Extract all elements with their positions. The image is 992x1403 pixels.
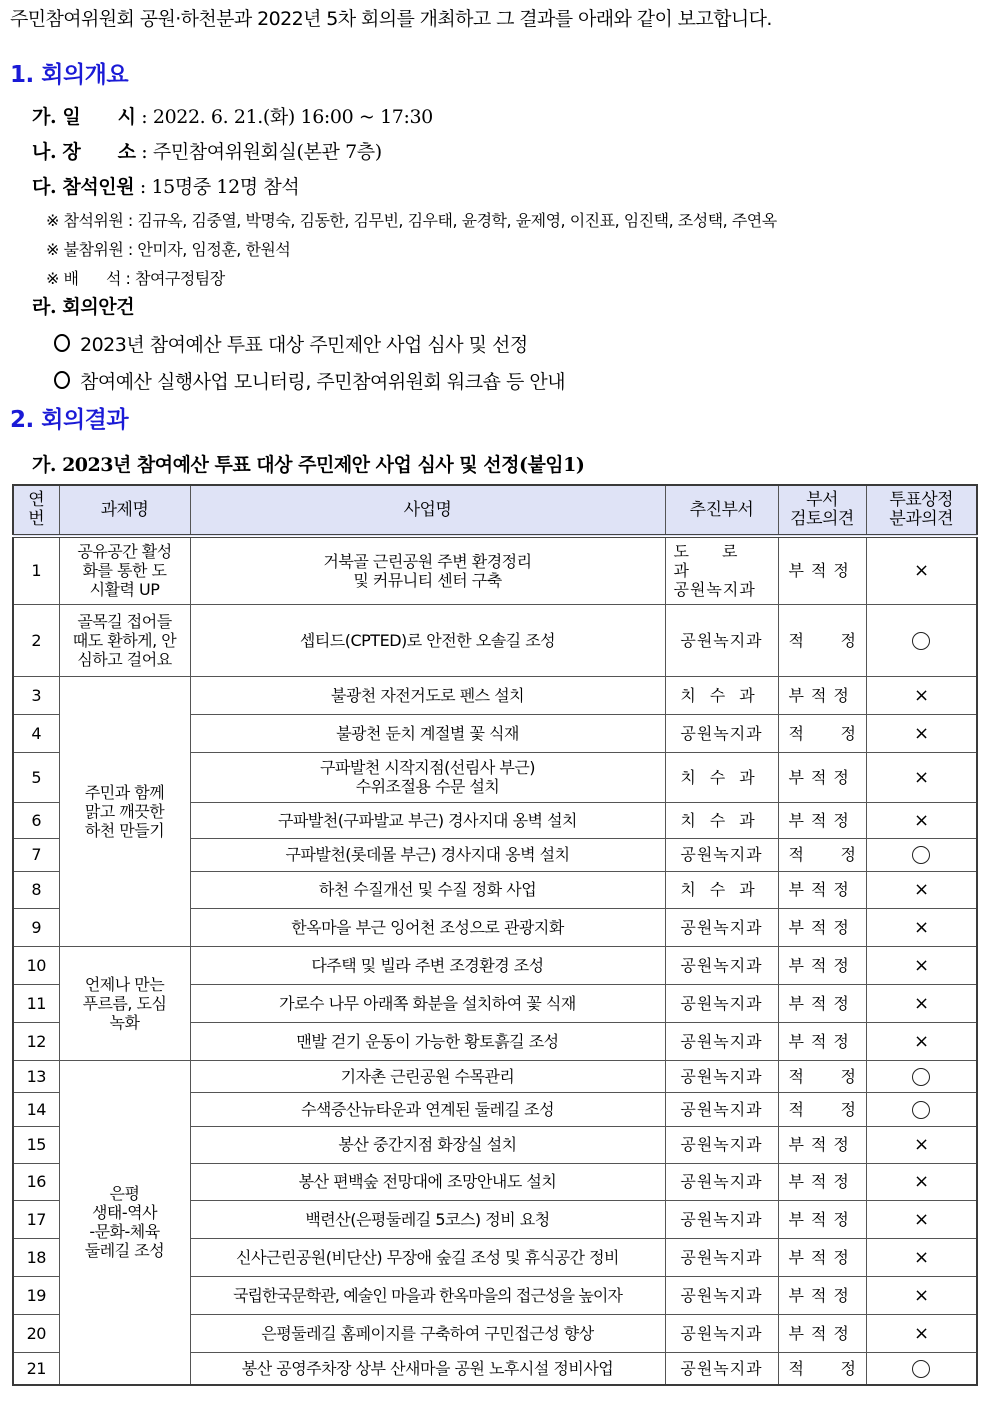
review: 부적정 [778,1314,866,1352]
biz-name: 신사근린공원(비단산) 무장애 숲길 조성 및 휴식공간 정비 [190,1238,665,1276]
vote [866,1092,977,1126]
vote [866,1238,977,1276]
vote [866,1060,977,1092]
overview-attendance [32,172,299,199]
place-value: : 주민참여위원회실(본관 7층) [141,141,382,163]
circle-mark-icon [912,1068,930,1086]
header-vote: 투표상정 분과의견 [866,485,977,536]
review: 적 정 [778,1352,866,1385]
biz-name: 은평둘레길 홈페이지를 구축하여 구민접근성 향상 [190,1314,665,1352]
task-group-4: 언제나 만는 푸르름, 도심 녹화 [59,946,190,1060]
vote [866,871,977,908]
x-mark-icon: × [913,1246,929,1268]
biz-name: 불광천 자전거도로 펜스 설치 [190,676,665,714]
agenda-label [32,292,134,319]
header-biz: 사업명 [190,485,665,536]
task-group-3: 주민과 함께 맑고 깨끗한 하천 만들기 [59,676,190,946]
vote [866,676,977,714]
row-no: 7 [13,838,59,871]
agenda-item-text: 2023년 참여예산 투표 대상 주민제안 사업 심사 및 선정 [80,334,528,356]
biz-name: 하천 수질개선 및 수질 정화 사업 [190,871,665,908]
x-mark-icon: × [913,879,929,900]
dept: 공원녹지과 [665,1092,778,1126]
row-no: 10 [13,946,59,984]
vote [866,1126,977,1163]
x-mark-icon: × [913,992,929,1014]
row-no: 16 [13,1163,59,1200]
x-mark-icon: × [913,560,929,582]
review: 적 정 [778,1060,866,1092]
review: 부적정 [778,536,866,604]
attendance-value: : 15명중 12명 참석 [139,176,300,198]
circle-mark-icon [912,1101,930,1119]
vote [866,908,977,946]
row-no: 6 [13,802,59,838]
intro-text: 주민참여위원회 공원·하천분과 2022년 5차 회의를 개최하고 그 결과를 아래와 같이 보고합니다. [10,8,772,30]
dept: 공원녹지과 [665,946,778,984]
x-mark-icon: × [913,1284,929,1306]
vote [866,1314,977,1352]
row-no: 13 [13,1060,59,1092]
dept: 공원녹지과 [665,838,778,871]
dept: 공원녹지과 [665,1238,778,1276]
biz-name: 셉티드(CPTED)로 안전한 오솔길 조성 [190,604,665,676]
review: 부적정 [778,676,866,714]
note-absentees: ※ 불참위원 : 안미자, 임정훈, 한원석 [46,240,291,259]
vote [866,1200,977,1238]
row-no: 5 [13,752,59,802]
header-review: 부서 검토의견 [778,485,866,536]
x-mark-icon: × [913,722,929,744]
dept: 공원녹지과 [665,1276,778,1314]
biz-name: 국립한국문학관, 예술인 마을과 한옥마을의 접근성을 높이자 [190,1276,665,1314]
row-no: 19 [13,1276,59,1314]
review: 부적정 [778,1163,866,1200]
results-table [12,484,978,1386]
place-label: 나. 장 소 [32,141,136,163]
table-row [13,604,977,676]
overview-place [32,137,382,164]
vote [866,714,977,752]
x-mark-icon: × [913,1030,929,1052]
table-row [13,536,977,604]
header-no: 연 번 [13,485,59,536]
dept: 치수과 [665,676,778,714]
review: 적 정 [778,604,866,676]
date-value: : 2022. 6. 21.(화) 16:00 ~ 17:30 [141,106,433,128]
vote [866,838,977,871]
dept: 공원녹지과 [665,1060,778,1092]
biz-name: 봉산 중간지점 화장실 설치 [190,1126,665,1163]
biz-name: 맨발 걷기 운동이 가능한 황토흙길 조성 [190,1022,665,1060]
x-mark-icon: × [913,1134,929,1155]
dept: 공원녹지과 [665,714,778,752]
table-row [13,676,977,714]
biz-name: 기자촌 근린공원 수목관리 [190,1060,665,1092]
section2-title: 2. 회의결과 [10,407,129,433]
agenda-label-text: 라. 회의안건 [32,296,135,318]
dept: 공원녹지과 [665,1200,778,1238]
biz-name: 불광천 둔치 계절별 꽃 식재 [190,714,665,752]
vote [866,1276,977,1314]
row-no: 4 [13,714,59,752]
dept: 공원녹지과 [665,604,778,676]
dept: 공원녹지과 [665,1022,778,1060]
row-no: 14 [13,1092,59,1126]
review: 부적정 [778,984,866,1022]
review: 부적정 [778,1126,866,1163]
row-no: 21 [13,1352,59,1385]
dept: 치수과 [665,752,778,802]
task-group-1: 공유공간 활성 화를 통한 도 시활력 UP [59,536,190,604]
vote [866,1352,977,1385]
agenda-item-text: 참여예산 실행사업 모니터링, 주민참여위원회 워크숍 등 안내 [80,371,566,393]
vote [866,604,977,676]
vote [866,752,977,802]
biz-name: 구파발천 시작지점(선림사 부근) 수위조절용 수문 설치 [190,752,665,802]
dept: 공원녹지과 [665,1352,778,1385]
circle-mark-icon [912,1360,930,1378]
review: 적 정 [778,714,866,752]
table-title: 가. 2023년 참여예산 투표 대상 주민제안 사업 심사 및 선정(붙임1) [32,454,585,476]
task-group-5: 은평 생태-역사 -문화-체육 둘레길 조성 [59,1060,190,1385]
biz-name: 한옥마을 부근 잉어천 조성으로 관광지화 [190,908,665,946]
note-attending-staff: ※ 배 석 : 참여구정팀장 [46,269,225,288]
x-mark-icon: × [913,1322,929,1344]
review: 부적정 [778,1238,866,1276]
row-no: 2 [13,604,59,676]
circle-bullet-icon [54,334,70,352]
vote [866,1163,977,1200]
header-dept: 추진부서 [665,485,778,536]
biz-name: 거북골 근린공원 주변 환경정리 및 커뮤니티 센터 구축 [190,536,665,604]
biz-name: 가로수 나무 아래쪽 화분을 설치하여 꽃 식재 [190,984,665,1022]
review: 부적정 [778,752,866,802]
agenda-item-2 [54,367,565,394]
biz-name: 봉산 공영주차장 상부 산새마을 공원 노후시설 정비사업 [190,1352,665,1385]
row-no: 20 [13,1314,59,1352]
row-no: 17 [13,1200,59,1238]
attendance-label: 다. 참석인원 [32,176,135,198]
vote [866,536,977,604]
review: 적 정 [778,838,866,871]
dept: 공원녹지과 [665,908,778,946]
circle-bullet-icon [54,371,70,389]
vote [866,1022,977,1060]
table-header-row [13,485,977,536]
dept: 공원녹지과 [665,984,778,1022]
row-no: 18 [13,1238,59,1276]
vote [866,984,977,1022]
review: 적 정 [778,1092,866,1126]
header-task: 과제명 [59,485,190,536]
note-attendees: ※ 참석위원 : 김규옥, 김중열, 박명숙, 김동한, 김무빈, 김우태, 윤경학, 윤제영, 이진표, 임진택, 조성택, 주연옥 [46,211,777,230]
agenda-item-1 [54,330,528,357]
dept: 치수과 [665,871,778,908]
x-mark-icon: × [913,954,929,976]
biz-name: 구파발천(구파발교 부근) 경사지대 옹벽 설치 [190,802,665,838]
review: 부적정 [778,1276,866,1314]
row-no: 12 [13,1022,59,1060]
x-mark-icon: × [913,766,929,788]
vote [866,946,977,984]
x-mark-icon: × [913,916,929,938]
biz-name: 구파발천(롯데몰 부근) 경사지대 옹벽 설치 [190,838,665,871]
dept: 도 로 과 공원녹지과 [665,536,778,604]
x-mark-icon: × [913,1171,929,1192]
dept: 공원녹지과 [665,1126,778,1163]
circle-mark-icon [912,632,930,650]
biz-name: 다주택 및 빌라 주변 조경환경 조성 [190,946,665,984]
biz-name: 봉산 편백숲 전망대에 조망안내도 설치 [190,1163,665,1200]
date-label: 가. 일 시 [32,106,136,128]
review: 부적정 [778,1200,866,1238]
row-no: 8 [13,871,59,908]
review: 부적정 [778,908,866,946]
dept: 치수과 [665,802,778,838]
review: 부적정 [778,871,866,908]
row-no: 9 [13,908,59,946]
review: 부적정 [778,802,866,838]
x-mark-icon: × [913,684,929,706]
review: 부적정 [778,1022,866,1060]
overview-date [32,102,433,129]
x-mark-icon: × [913,809,929,831]
table-row [13,1060,977,1092]
row-no: 15 [13,1126,59,1163]
row-no: 1 [13,536,59,604]
dept: 공원녹지과 [665,1314,778,1352]
dept: 공원녹지과 [665,1163,778,1200]
row-no: 3 [13,676,59,714]
section1-title: 1. 회의개요 [10,62,129,88]
task-group-2: 골목길 접어들 때도 환하게, 안 심하고 걸어요 [59,604,190,676]
biz-name: 수색증산뉴타운과 연계된 둘레길 조성 [190,1092,665,1126]
circle-mark-icon [912,846,930,864]
vote [866,802,977,838]
table-row [13,946,977,984]
biz-name: 백련산(은평둘레길 5코스) 정비 요청 [190,1200,665,1238]
review: 부적정 [778,946,866,984]
row-no: 11 [13,984,59,1022]
x-mark-icon: × [913,1208,929,1230]
